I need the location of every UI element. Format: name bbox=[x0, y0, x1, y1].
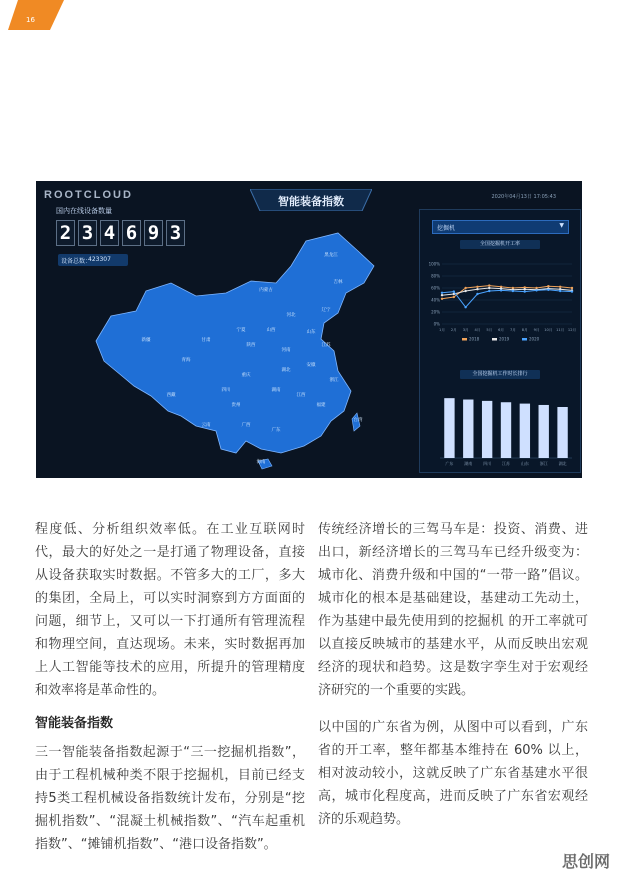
legend-swatch bbox=[492, 338, 497, 341]
paragraph: 传统经济增长的三驾马车是：投资、消费、进出口，新经济增长的三驾马车已经升级变为：城市化、消费升级和中国的“一带一路”倡议。城市化的根本是基础建设，基建动工先动土，作为基建中最先使用到的挖掘机 的开工率就可以直接反映城市的基建水平，从而反映出宏观经济的现状和趋势。这是数字孪生对于宏观经济研究的一个重要的实践。 bbox=[318, 522, 588, 698]
province-label: 湖南 bbox=[271, 388, 281, 393]
data-point bbox=[571, 287, 573, 289]
x-tick-label: 广东 bbox=[445, 461, 454, 466]
y-tick-label: 20% bbox=[431, 309, 440, 315]
legend-swatch bbox=[462, 338, 467, 341]
dashboard-timestamp: 2020年04月13日 17:05:43 bbox=[491, 194, 556, 200]
counter-digit: 2 bbox=[56, 220, 75, 246]
x-tick-label: 1月 bbox=[439, 328, 445, 332]
data-point bbox=[453, 296, 455, 298]
china-map bbox=[76, 221, 426, 471]
series-line bbox=[442, 288, 572, 295]
legend-label: 2019 bbox=[499, 336, 510, 342]
counter-digit: 4 bbox=[100, 220, 119, 246]
watermark-logo: 思创网 bbox=[561, 852, 610, 871]
province-label: 重庆 bbox=[241, 373, 251, 378]
legend-swatch bbox=[522, 338, 527, 341]
paragraph: 程度低、分析组织效率低。在工业互联网时代，最大的好处之一是打通了物理设备，直接从设备获取实时数据。不管多大的工厂，多大的集团，全局上，可以实时洞察到方方面面的问题，细节上，又可以一下打通所有管理流程和物理空间，直达现场。未来，实时数据再加上人工智能等技术的应用，所提升的管理精度和效率将是革命性的。 bbox=[35, 522, 305, 698]
province-label: 辽宁 bbox=[321, 308, 331, 313]
x-tick-label: 山东 bbox=[520, 461, 529, 466]
province-label: 黑龙江 bbox=[324, 253, 338, 258]
data-point bbox=[488, 287, 490, 289]
x-tick-label: 11月 bbox=[556, 328, 565, 332]
bar bbox=[463, 400, 473, 458]
data-point bbox=[441, 298, 443, 300]
bar bbox=[520, 404, 530, 458]
data-point bbox=[500, 289, 502, 291]
province-label: 四川 bbox=[221, 388, 231, 393]
data-point bbox=[547, 289, 549, 291]
chevron-down-icon: ▼ bbox=[559, 222, 564, 229]
province-label: 安徽 bbox=[306, 363, 316, 368]
data-point bbox=[464, 287, 466, 289]
x-tick-label: 湖南 bbox=[464, 461, 473, 466]
province-label: 宁夏 bbox=[236, 328, 246, 333]
province-label: 甘肃 bbox=[201, 338, 211, 343]
data-point bbox=[559, 290, 561, 292]
province-label: 海南 bbox=[256, 460, 266, 465]
x-tick-label: 5月 bbox=[486, 328, 493, 332]
total-devices-label: 设备总数： bbox=[61, 258, 92, 265]
data-point bbox=[571, 290, 573, 292]
province-label: 浙江 bbox=[329, 378, 339, 383]
province-label: 河北 bbox=[286, 313, 296, 318]
province-label: 广西 bbox=[241, 423, 251, 428]
brand-logo: ROOTCLOUD bbox=[44, 189, 133, 201]
online-devices-label: 国内在线设备数量 bbox=[56, 207, 112, 215]
y-tick-label: 100% bbox=[428, 261, 440, 267]
province-label: 贵州 bbox=[231, 403, 241, 408]
data-point bbox=[476, 288, 478, 290]
page-number: 16 bbox=[26, 16, 35, 24]
x-tick-label: 2月 bbox=[450, 328, 457, 332]
china-mainland-shape bbox=[96, 233, 374, 453]
data-point bbox=[512, 290, 514, 292]
province-label: 江苏 bbox=[321, 343, 331, 348]
bar bbox=[444, 398, 454, 458]
province-label: 陕西 bbox=[246, 343, 256, 348]
data-point bbox=[488, 290, 490, 292]
analytics-panel bbox=[419, 209, 581, 473]
province-label: 西藏 bbox=[166, 393, 176, 398]
x-tick-label: 7月 bbox=[509, 328, 516, 332]
bar bbox=[539, 405, 549, 458]
data-point bbox=[464, 306, 466, 308]
province-label: 内蒙古 bbox=[259, 288, 273, 293]
data-point bbox=[524, 288, 526, 290]
data-point bbox=[441, 294, 443, 296]
legend-label: 2018 bbox=[469, 336, 480, 342]
province-label: 新疆 bbox=[141, 338, 151, 343]
data-point bbox=[441, 292, 443, 294]
line-chart-title: 全国挖掘机开工率 bbox=[479, 241, 520, 247]
article-right-column bbox=[318, 518, 588, 831]
province-label: 广东 bbox=[271, 428, 281, 433]
x-tick-label: 江苏 bbox=[502, 461, 510, 466]
x-tick-label: 浙江 bbox=[539, 461, 548, 466]
x-tick-label: 3月 bbox=[462, 328, 469, 332]
bar-chart-header bbox=[460, 370, 540, 379]
data-point bbox=[476, 286, 478, 288]
data-point bbox=[476, 293, 478, 295]
page-number-tab bbox=[8, 0, 64, 30]
x-tick-label: 6月 bbox=[498, 328, 505, 332]
province-label: 吉林 bbox=[333, 280, 343, 285]
bar bbox=[482, 401, 492, 458]
counter-digit: 9 bbox=[144, 220, 163, 246]
province-label: 云南 bbox=[201, 423, 211, 428]
legend-label: 2020 bbox=[529, 336, 540, 342]
province-label: 福建 bbox=[316, 403, 326, 408]
equipment-type-select[interactable] bbox=[432, 220, 569, 234]
x-tick-label: 12月 bbox=[567, 328, 576, 332]
province-label: 山西 bbox=[266, 328, 276, 333]
bar-chart-title: 全国挖掘机工作时长排行 bbox=[472, 371, 528, 377]
counter-digit: 6 bbox=[122, 220, 141, 246]
data-point bbox=[524, 290, 526, 292]
x-tick-label: 10月 bbox=[544, 328, 553, 332]
x-tick-label: 四川 bbox=[483, 461, 492, 466]
section-heading: 智能装备指数 bbox=[35, 716, 114, 731]
equipment-type-value: 挖掘机 bbox=[437, 225, 456, 232]
x-tick-label: 9月 bbox=[533, 328, 540, 332]
y-tick-label: 40% bbox=[431, 297, 440, 303]
dashboard-figure bbox=[36, 181, 582, 478]
x-tick-label: 湖北 bbox=[558, 461, 567, 466]
data-point bbox=[559, 286, 561, 288]
counter-digit: 3 bbox=[166, 220, 185, 246]
province-label: 青海 bbox=[181, 358, 191, 363]
bar bbox=[557, 407, 567, 458]
province-label: 河南 bbox=[281, 348, 291, 353]
data-point bbox=[535, 289, 537, 291]
y-tick-label: 80% bbox=[431, 273, 440, 279]
data-point bbox=[547, 285, 549, 287]
data-point bbox=[453, 290, 455, 292]
province-label: 台湾 bbox=[353, 418, 363, 423]
article-left-column bbox=[35, 518, 305, 856]
data-point bbox=[488, 284, 490, 286]
data-point bbox=[464, 290, 466, 292]
paragraph: 以中国的广东省为例，从图中可以看到，广东省的开工率，整年都基本维持在 60% 以上，相对波动较小，这就反映了广东省基建水平很高，城市化程度高，进而反映了广东省宏观经济的乐观趋势。 bbox=[318, 720, 588, 827]
y-tick-label: 60% bbox=[431, 285, 440, 291]
dashboard-title: 智能装备指数 bbox=[278, 195, 344, 208]
y-tick-label: 0% bbox=[433, 321, 440, 327]
bar bbox=[501, 402, 511, 458]
dashboard-title-frame bbox=[250, 189, 372, 211]
x-tick-label: 8月 bbox=[521, 328, 528, 332]
work-hours-bar-chart bbox=[426, 384, 576, 468]
counter-digit: 3 bbox=[78, 220, 97, 246]
province-label: 山东 bbox=[306, 330, 316, 335]
province-label: 江西 bbox=[296, 393, 306, 398]
utilization-line-chart bbox=[426, 258, 576, 344]
province-label: 湖北 bbox=[281, 368, 291, 373]
line-chart-header bbox=[460, 240, 540, 249]
paragraph: 三一智能装备指数起源于“三一挖掘机指数”，由于工程机械种类不限于挖掘机，目前已经支持5类工程机械设备指数统计发布，分别是“挖掘机指数”、“混凝土机械指数”、“汽车起重机指数”、“摊铺机指数”、“港口设备指数”。 bbox=[35, 745, 305, 852]
x-tick-label: 4月 bbox=[474, 328, 481, 332]
total-devices-value: 423307 bbox=[88, 256, 111, 263]
